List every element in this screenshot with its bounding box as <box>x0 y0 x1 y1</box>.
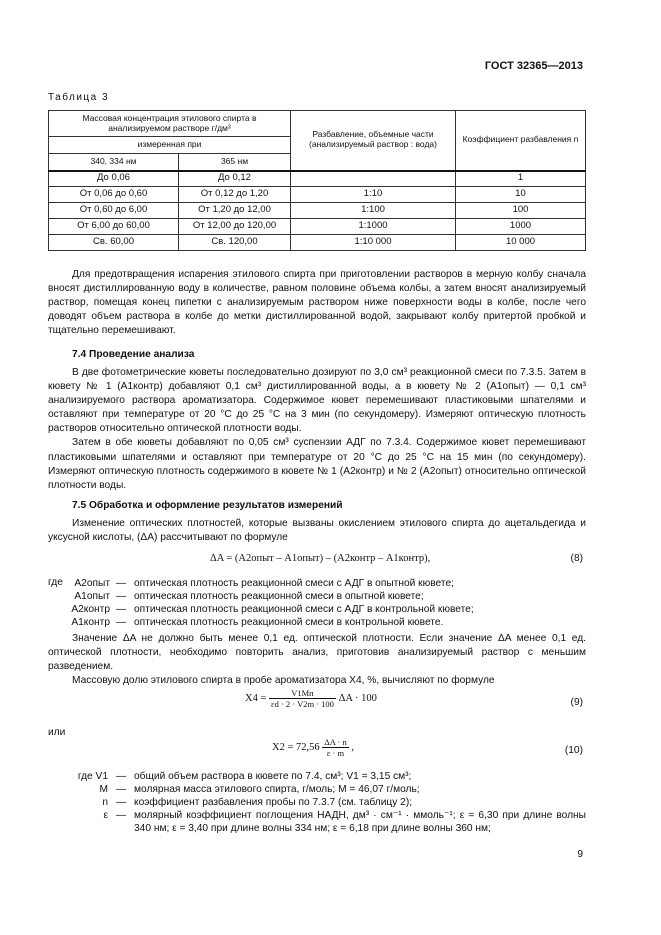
f9-eq: = <box>260 692 267 704</box>
def-symbol: n <box>102 797 108 808</box>
f10-lhs: X2 <box>272 741 285 753</box>
definition-row <box>48 809 586 835</box>
f9-tail: ΔA · 100 <box>338 692 377 704</box>
f10-coef: 72,56 <box>296 741 320 753</box>
coef-cell: 10 000 <box>456 235 586 251</box>
def-dash: — <box>116 810 127 821</box>
wl-340-header: 340, 334 нм <box>49 154 179 171</box>
section-7-4-title: 7.4 Проведение анализа <box>72 349 195 360</box>
def-text: оптическая плотность реакционной смеси в опытной кювете; <box>134 591 424 602</box>
dilution-cell: 1:1000 <box>291 219 456 235</box>
table-3 <box>48 110 586 251</box>
s75-p1: Изменение оптических плотностей, которые вызваны окислением этилового спирта до ацетальдегида и уксусной кислоты, (ΔA) рассчитывают по формуле <box>48 518 586 544</box>
def-text: коэффициент разбавления пробы по 7.3.7 (см. таблицу 2); <box>134 797 413 808</box>
wl-365-header: 365 нм <box>179 154 291 171</box>
definition-row <box>48 796 586 809</box>
conc-365-cell: От 12,00 до 120,00 <box>179 219 291 235</box>
conc-340-cell: До 0,06 <box>49 171 179 187</box>
coef-header: Коэффициент разбавления n <box>456 111 586 171</box>
prevent-text: Для предотвращения испарения этилового спирта при приготовлении растворов в мерную колбу сначала вносят дистиллированную воду в количестве, равном половине объема колбы, а затем вносят анализируемый раствор, помещая конец пипетки с анализируемым раствором ниже поверхности воды в колбе, после чего доводят объем раствора в колбе до метки дистиллированной водой, закрывают колбу притертой пробкой и тщательно перемешивают. <box>48 269 586 337</box>
def-text: оптическая плотность реакционной смеси в контрольной кювете. <box>134 617 444 628</box>
definition-row <box>48 770 586 783</box>
f10-denominator: ε · m <box>322 747 348 758</box>
conc-340-cell: От 0,06 до 0,60 <box>49 187 179 203</box>
def-dash: — <box>116 604 127 615</box>
coef-cell: 100 <box>456 203 586 219</box>
f9-numerator: V1Mп <box>291 688 314 698</box>
coef-cell: 1 <box>456 171 586 187</box>
section-7-5-title: 7.5 Обработка и оформление результатов измерений <box>72 500 343 511</box>
formula-8-number: (8) <box>570 553 583 564</box>
def-symbol: A1контр <box>71 617 110 628</box>
section-7-5-intro <box>48 517 586 545</box>
def-text: молярная масса этилового спирта, г/моль; M = 46,07 г/моль; <box>134 784 420 795</box>
table-row <box>49 171 586 187</box>
definition-row <box>48 783 586 796</box>
dilution-cell <box>291 171 456 187</box>
s74-p2: Затем в обе кюветы добавляют по 0,05 см³ суспензии АДГ по 7.3.4. Содержимое кювет перемешивают пластиковыми шпателями и оставляют при температуре от 20 °С до 25 °С на 15 мин (по секундомеру). Измеряют оптическую плотность содержимого в кювете № 1 (A2контр) и № 2 (A2опыт) относительно оптической плотности воды. <box>48 437 586 491</box>
def-symbol: где V1 <box>77 771 108 782</box>
formula-8: ΔA = (A2опыт – A1опыт) – (A2контр – A1контр), <box>210 553 431 564</box>
f9-fraction <box>269 688 336 709</box>
formula-10 <box>272 737 354 758</box>
def-symbol: A1опыт <box>74 591 110 602</box>
def-symbol: M <box>99 784 108 795</box>
conc-title: Массовая концентрация этилового спирта в анализируемом растворе г/дм³ <box>49 111 291 137</box>
formula-8-definitions <box>48 577 586 629</box>
table-row <box>49 235 586 251</box>
where-label: где <box>48 577 63 588</box>
standard-header: ГОСТ 32365—2013 <box>484 60 583 72</box>
s75-p3: Массовую долю этилового спирта в пробе ароматизатора X4, %, вычисляют по формуле <box>72 675 495 687</box>
page-number: 9 <box>577 849 583 860</box>
def-symbol: A2контр <box>71 604 110 615</box>
formula-9 <box>245 688 377 709</box>
def-dash: — <box>116 797 127 808</box>
table-row <box>49 187 586 203</box>
definition-row <box>48 577 586 590</box>
f10-numerator: ΔA · n <box>324 737 347 747</box>
table-row <box>49 219 586 235</box>
def-dash: — <box>116 771 127 782</box>
definition-row <box>48 590 586 603</box>
dilution-cell: 1:10 000 <box>291 235 456 251</box>
table-caption: Таблица 3 <box>48 92 110 103</box>
s75-p2: Значение ΔA не должно быть менее 0,1 ед. оптической плотности. Если значение ΔA менее 0,1 ед. оптической плотности, необходимо повторить анализ, приготовив анализируемый раствор с меньшим разведением. <box>48 633 586 673</box>
dilution-cell: 1:100 <box>291 203 456 219</box>
f10-eq: = <box>287 741 294 753</box>
table-row <box>49 203 586 219</box>
conc-340-cell: От 6,00 до 60,00 <box>49 219 179 235</box>
conc-340-cell: От 0,60 до 6,00 <box>49 203 179 219</box>
f9-lhs: X4 <box>245 692 258 704</box>
conc-365-cell: Св. 120,00 <box>179 235 291 251</box>
prevent-paragraph <box>48 268 586 338</box>
def-symbol: ε <box>103 810 108 821</box>
def-text: общий объем раствора в кювете по 7.4, см³; V1 = 3,15 см³; <box>134 771 412 782</box>
def-dash: — <box>116 578 127 589</box>
or-label: или <box>48 727 66 738</box>
conc-365-cell: От 1,20 до 12,00 <box>179 203 291 219</box>
definition-row <box>48 616 586 629</box>
conc-340-cell: Св. 60,00 <box>49 235 179 251</box>
dilution-cell: 1:10 <box>291 187 456 203</box>
def-text: оптическая плотность реакционной смеси с АДГ в опытной кювете; <box>134 578 454 589</box>
formula-10-number: (10) <box>564 745 583 756</box>
section-7-5-body <box>48 632 586 688</box>
def-text: молярный коэффициент поглощения НАДН, дм³ · см⁻¹ · ммоль⁻¹; ε = 6,30 при длине волны 340 нм; ε = 3,40 при длине волны 334 нм; ε = 6,18 при длине волны 360 нм; <box>134 810 586 834</box>
f10-tail: , <box>351 741 354 753</box>
coef-cell: 1000 <box>456 219 586 235</box>
section-7-4-body <box>48 366 586 493</box>
def-dash: — <box>116 591 127 602</box>
conc-365-cell: До 0,12 <box>179 171 291 187</box>
def-text: оптическая плотность реакционной смеси с АДГ в контрольной кювете; <box>134 604 474 615</box>
f10-fraction <box>322 737 348 758</box>
def-symbol: A2опыт <box>74 578 110 589</box>
formula-10-definitions <box>48 770 586 835</box>
conc-365-cell: От 0,12 до 1,20 <box>179 187 291 203</box>
def-dash: — <box>116 617 127 628</box>
def-dash: — <box>116 784 127 795</box>
measured-at: измеренная при <box>49 137 291 154</box>
definition-row <box>48 603 586 616</box>
formula-9-number: (9) <box>570 697 583 708</box>
dilution-header: Разбавление, объемные части (анализируемый раствор : вода) <box>291 111 456 171</box>
s74-p1: В две фотометрические кюветы последовательно дозируют по 3,0 см³ реакционной смеси по 7.3.5. Затем в кювету № 1 (A1контр) добавляют 0,1 см³ дистиллированной воды, а в кювету № 2 (A1опыт) — 0,1 см³ анализируемого раствора ароматизатора. Содержимое кювет перемешивают пластиковыми шпателями и оставляют при температуре от 20 °С до 25 °С на 3 мин (по секундомеру). Измеряют оптическую плотность растворов относительно оптической плотности воды. <box>48 367 586 435</box>
coef-cell: 10 <box>456 187 586 203</box>
f9-denominator: εd · 2 · V2m · 100 <box>271 699 334 709</box>
